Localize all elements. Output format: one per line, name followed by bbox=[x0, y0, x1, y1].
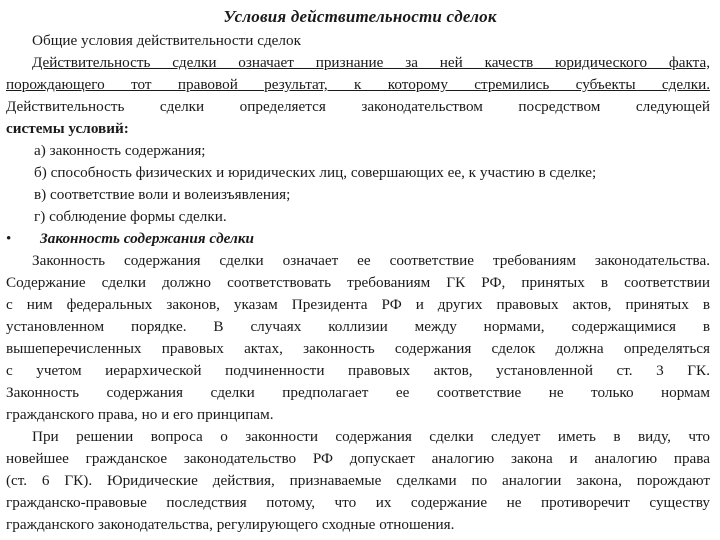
text-line: новейшее гражданское законодательство РФ допускает аналогию закона и аналогию права bbox=[6, 450, 710, 467]
text-line: с ним федеральных законов, указам Президента РФ и других правовых актов, принятых в bbox=[6, 296, 710, 313]
text-line: Законность содержания сделки означает ее соответствие требованиям законодательства. bbox=[32, 252, 710, 269]
text-line: вышеперечисленных правовых актах, законность содержания сделок должна определяться bbox=[6, 340, 710, 357]
text-line: Действительность сделки определяется законодательством посредством следующей bbox=[6, 98, 710, 115]
text-line: Законность содержания сделки предполагает ее соответствие не только нормам bbox=[6, 384, 710, 401]
text-line: системы условий: bbox=[6, 120, 129, 137]
text-line: гражданско-правовые последствия потому, что их содержание не противоречит существу bbox=[6, 494, 710, 511]
text-line: гражданского права, но и его принципам. bbox=[6, 406, 274, 423]
bullet-heading-label: Законность содержания сделки bbox=[40, 230, 254, 247]
text-line: Действительность сделки означает признание за ней качеств юридического факта, bbox=[32, 54, 710, 71]
text-line: гражданского законодательства, регулирующего сходные отношения. bbox=[6, 516, 455, 533]
list-item: б) способность физических и юридических лиц, совершающих ее, к участию в сделке; bbox=[34, 164, 597, 181]
bullet-marker: • bbox=[6, 230, 12, 247]
text-line: установленном порядке. В случаях коллизии между нормами, содержащимися в bbox=[6, 318, 710, 335]
bullet-heading bbox=[6, 228, 710, 250]
text-line: (ст. 6 ГК). Юридические действия, признаваемые сделками по аналогии закона, порождают bbox=[6, 472, 710, 489]
text-line: с учетом иерархической подчиненности правовых актов, установленной ст. 3 ГК. bbox=[6, 362, 710, 379]
list-item: г) соблюдение формы сделки. bbox=[34, 208, 227, 225]
text-line: порождающего тот правовой результат, к которому стремились субъекты сделки. bbox=[6, 76, 710, 93]
list-item: а) законность содержания; bbox=[34, 142, 206, 159]
section-heading: Общие условия действительности сделок bbox=[32, 32, 301, 49]
document-title: Условия действительности сделок bbox=[223, 7, 497, 26]
text-line: При решении вопроса о законности содержания сделки следует иметь в виду, что bbox=[32, 428, 710, 445]
text-line: Содержание сделки должно соответствовать требованиям ГК РФ, принятых в соответствии bbox=[6, 274, 710, 291]
document-body bbox=[6, 30, 710, 536]
list-item: в) соответствие воли и волеизъявления; bbox=[34, 186, 291, 203]
